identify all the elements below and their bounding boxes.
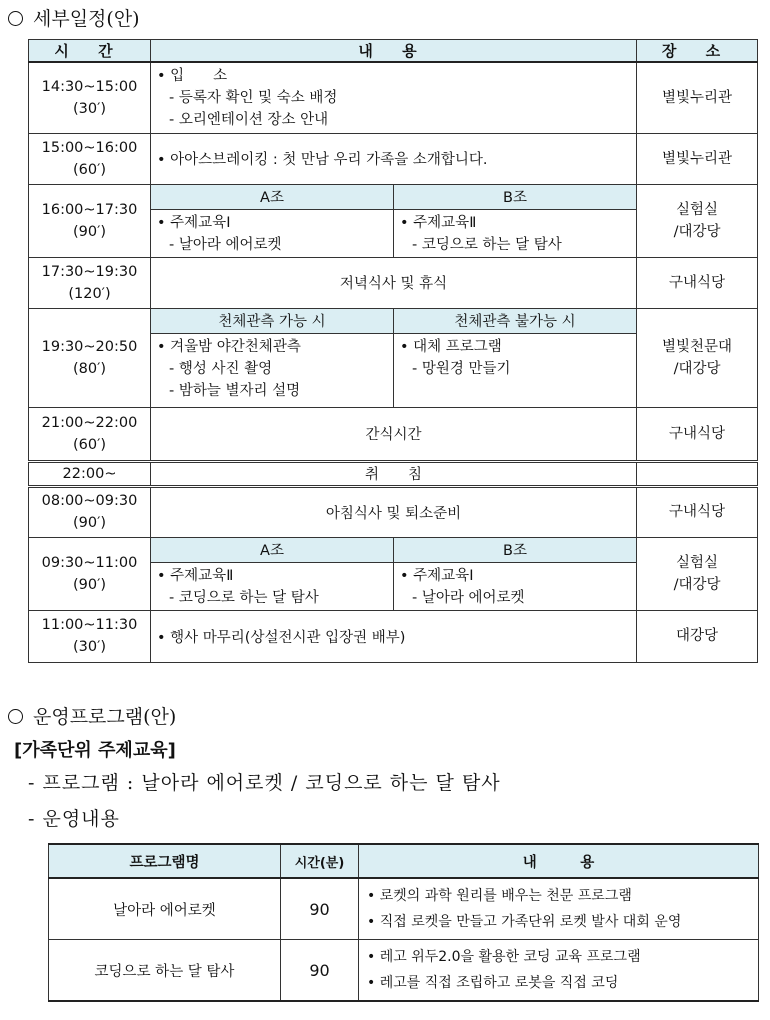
program-name: 코딩으로 하는 달 탐사 — [49, 940, 281, 1002]
header-program-name: 프로그램명 — [49, 844, 281, 878]
content-line: - 코딩으로 하는 달 탐사 — [412, 236, 562, 253]
content-line: - 밤하늘 별자리 설명 — [169, 382, 301, 399]
place-line: 실험실 — [676, 554, 719, 571]
content-line: • 주제교육Ⅱ — [400, 214, 477, 231]
program-desc-line: • 레고를 직접 조립하고 로봇을 직접 코딩 — [367, 975, 619, 991]
schedule-header-row — [29, 40, 758, 63]
place-line: /대강당 — [673, 360, 721, 377]
duration: (90′) — [72, 515, 107, 531]
schedule-table — [28, 39, 758, 663]
group-b-header: B조 — [394, 184, 637, 209]
section-heading-schedule: 세부일정(안) — [8, 4, 140, 31]
time-range: 22:00~ — [29, 461, 151, 486]
time-range: 16:00~17:30 — [41, 201, 138, 218]
program-list-line: - 프로그램 : 날아라 에어로켓 / 코딩으로 하는 달 탐사 — [28, 772, 501, 794]
content-line: - 날아라 에어로켓 — [169, 236, 282, 253]
place-cell: 구내식당 — [637, 407, 758, 461]
time-range: 14:30~15:00 — [41, 78, 138, 95]
group-a-header: A조 — [151, 184, 394, 209]
table-row — [29, 257, 758, 308]
content-line: - 오리엔테이션 장소 안내 — [169, 112, 329, 128]
place-cell: 대강당 — [637, 610, 758, 662]
table-row — [29, 407, 758, 461]
content-line: - 망원경 만들기 — [412, 360, 511, 377]
time-range: 17:30~19:30 — [41, 263, 138, 280]
place-line: /대강당 — [673, 223, 721, 240]
header-program-content: 내 용 — [359, 844, 759, 878]
content-cell: • 아아스브레이킹 : 첫 만남 우리 가족을 소개합니다. — [151, 133, 637, 184]
table-row — [29, 133, 758, 184]
duration: (120′) — [68, 285, 111, 302]
content-line: • 주제교육Ⅰ — [400, 567, 474, 584]
program-table — [48, 843, 759, 1002]
time-range: 09:30~11:00 — [41, 554, 138, 571]
duration: (90′) — [72, 576, 107, 593]
header-content: 내 용 — [151, 40, 637, 63]
program-desc-line: • 레고 위두2.0을 활용한 코딩 교육 프로그램 — [367, 949, 641, 965]
section-heading-program: 운영프로그램(안) — [8, 702, 176, 729]
content-line: - 날아라 에어로켓 — [412, 589, 525, 606]
place-cell: 구내식당 — [637, 257, 758, 308]
content-cell: • 행사 마무리(상설전시관 입장권 배부) — [151, 610, 637, 662]
table-row — [29, 461, 758, 486]
table-row — [29, 537, 758, 562]
program-header-row — [49, 844, 759, 878]
place-line: /대강당 — [673, 576, 721, 593]
table-row — [49, 940, 759, 1002]
content-line: • 주제교육Ⅰ — [157, 214, 231, 231]
content-line: • 대체 프로그램 — [400, 338, 502, 355]
header-time: 시 간 — [29, 40, 151, 63]
content-cell: 간식시간 — [151, 407, 637, 461]
group-a-header: 천체관측 가능 시 — [151, 308, 394, 333]
table-row — [29, 184, 758, 209]
content-line: • 입 소 — [157, 68, 228, 84]
content-line: - 행성 사진 촬영 — [169, 360, 273, 377]
table-row — [49, 878, 759, 940]
table-row — [29, 610, 758, 662]
time-range: 21:00~22:00 — [41, 414, 138, 431]
duration: (30′) — [72, 639, 107, 655]
time-range: 19:30~20:50 — [41, 338, 138, 355]
table-row — [29, 486, 758, 537]
place-cell — [637, 461, 758, 486]
program-desc-line: • 로켓의 과학 원리를 배우는 천문 프로그램 — [367, 888, 632, 904]
duration: (90′) — [72, 223, 107, 240]
program-desc-line: • 직접 로켓을 만들고 가족단위 로켓 발사 대회 운영 — [367, 914, 682, 930]
content-line: • 주제교육Ⅱ — [157, 567, 234, 584]
duration: (80′) — [72, 360, 107, 377]
program-name: 날아라 에어로켓 — [49, 878, 281, 940]
header-place: 장 소 — [637, 40, 758, 63]
place-cell: 별빛누리관 — [637, 133, 758, 184]
program-time: 90 — [281, 940, 359, 1002]
time-range: 08:00~09:30 — [41, 493, 138, 509]
program-time: 90 — [281, 878, 359, 940]
operation-content-line: - 운영내용 — [28, 808, 120, 830]
content-cell: 취 침 — [151, 461, 637, 486]
content-cell: 저녁식사 및 휴식 — [151, 257, 637, 308]
content-line: • 겨울밤 야간천체관측 — [157, 338, 301, 355]
subheading-family-education: [가족단위 주제교육] — [14, 740, 176, 761]
group-b-header: B조 — [394, 537, 637, 562]
circle-bullet-icon — [8, 11, 23, 26]
header-program-time: 시간(분) — [281, 844, 359, 878]
content-line: - 등록자 확인 및 숙소 배정 — [169, 90, 338, 106]
table-row — [29, 62, 758, 133]
group-a-header: A조 — [151, 537, 394, 562]
duration: (60′) — [72, 161, 107, 178]
time-range: 11:00~11:30 — [41, 617, 138, 633]
content-line: - 코딩으로 하는 달 탐사 — [169, 589, 319, 606]
table-row — [29, 308, 758, 333]
place-line: 실험실 — [676, 201, 719, 218]
duration: (60′) — [72, 436, 107, 453]
place-line: 별빛천문대 — [661, 338, 733, 355]
circle-bullet-icon — [8, 709, 23, 724]
place-cell: 별빛누리관 — [637, 62, 758, 133]
duration: (30′) — [72, 100, 107, 117]
group-b-header: 천체관측 불가능 시 — [394, 308, 637, 333]
content-cell: 아침식사 및 퇴소준비 — [151, 486, 637, 537]
time-range: 15:00~16:00 — [41, 139, 138, 156]
place-cell: 구내식당 — [637, 486, 758, 537]
